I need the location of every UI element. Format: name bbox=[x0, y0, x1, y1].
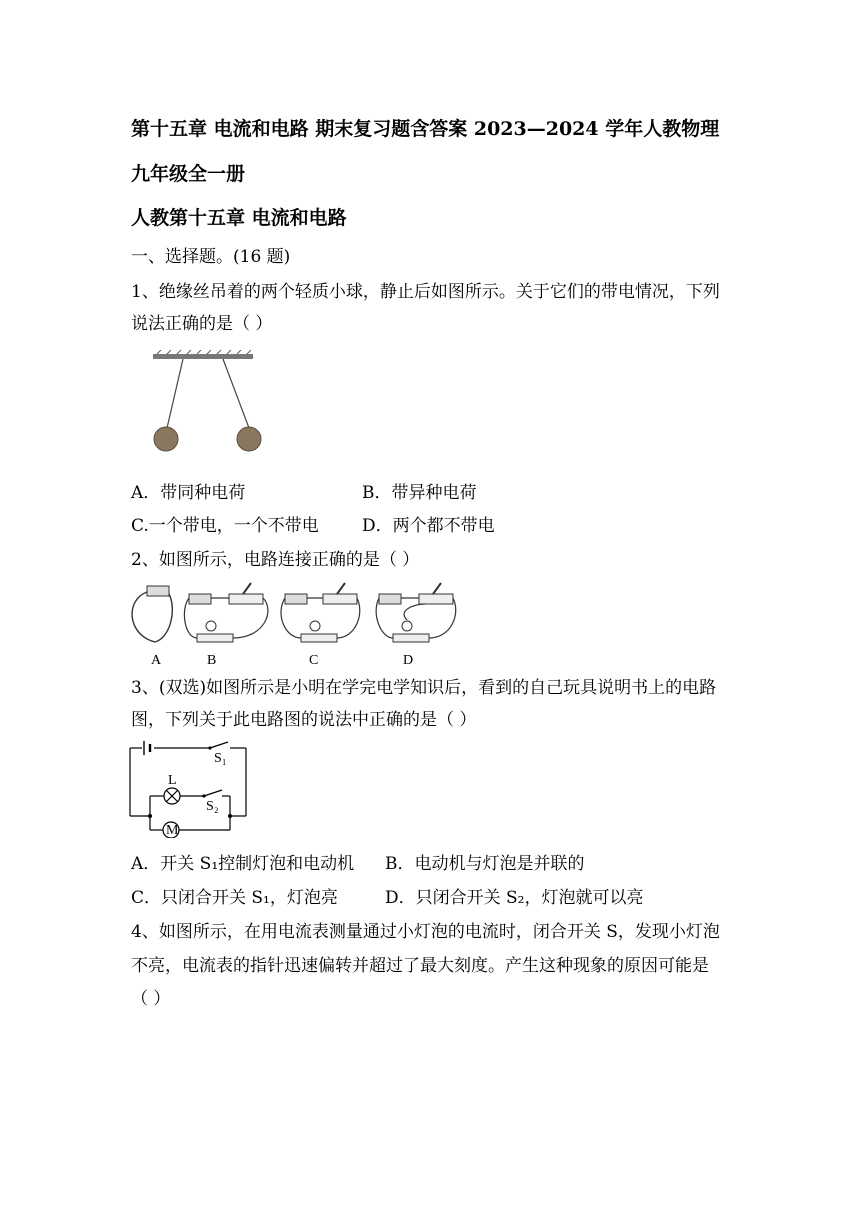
ball-right bbox=[237, 427, 261, 451]
ceiling-bar bbox=[153, 354, 253, 359]
circuit-c bbox=[281, 583, 360, 668]
circuit-options-figure bbox=[125, 580, 465, 672]
question-3-line-2: 图，下列关于此电路图的说法中正确的是（ ） bbox=[131, 710, 477, 730]
switch-s2 bbox=[204, 790, 222, 796]
q1-option-d: D．两个都不带电 bbox=[362, 516, 495, 536]
doc-title-line-1: 第十五章 电流和电路 期末复习题含答案 2023—2024 学年人教物理 bbox=[131, 118, 720, 140]
bulb-base-icon bbox=[197, 634, 233, 642]
question-2-line-1: 2、如图所示，电路连接正确的是（ ） bbox=[131, 550, 420, 570]
q1-option-b: B．带异种电荷 bbox=[362, 483, 477, 503]
pendulum-balls-figure bbox=[145, 350, 275, 462]
bulb-icon bbox=[402, 621, 412, 631]
circuit-a bbox=[132, 586, 172, 668]
bulb-icon bbox=[310, 621, 320, 631]
q3-option-c: C．只闭合开关 S₁，灯泡亮 bbox=[131, 888, 338, 908]
part-heading: 一、选择题。(16 题) bbox=[131, 247, 291, 267]
label-l: L bbox=[168, 773, 177, 788]
q3-option-a: A．开关 S₁控制灯泡和电动机 bbox=[131, 854, 355, 874]
label-a: A bbox=[151, 653, 162, 668]
label-b: B bbox=[207, 653, 217, 668]
question-4-line-1: 4、如图所示，在用电流表测量通过小灯泡的电流时，闭合开关 S，发现小灯泡 bbox=[131, 922, 720, 942]
ball-left bbox=[154, 427, 178, 451]
q3-option-d: D．只闭合开关 S₂，灯泡就可以亮 bbox=[385, 888, 644, 908]
question-3-line-1: 3、(双选)如图所示是小明在学完电学知识后，看到的自己玩具说明书上的电路 bbox=[131, 678, 717, 698]
bulb-base-icon bbox=[301, 634, 337, 642]
q1-option-a: A．带同种电荷 bbox=[131, 483, 246, 503]
battery-icon bbox=[379, 594, 401, 604]
question-4-line-2: 不亮，电流表的指针迅速偏转并超过了最大刻度。产生这种现象的原因可能是 bbox=[131, 956, 709, 976]
question-1-line-2: 说法正确的是（ ） bbox=[131, 314, 273, 334]
bulb-icon bbox=[206, 621, 216, 631]
switch-s1 bbox=[210, 742, 228, 748]
q3-option-b: B．电动机与灯泡是并联的 bbox=[385, 854, 585, 874]
thread-left bbox=[167, 359, 183, 428]
battery-icon bbox=[285, 594, 307, 604]
circuit-diagram-figure bbox=[126, 738, 254, 838]
question-4-line-3: （ ） bbox=[131, 989, 171, 1009]
label-s1: S₁ bbox=[214, 751, 227, 766]
doc-title-line-2: 九年级全一册 bbox=[131, 163, 246, 185]
question-1-line-1: 1、绝缘丝吊着的两个轻质小球，静止后如图所示。关于它们的带电情况，下列 bbox=[131, 282, 720, 302]
circuit-b bbox=[184, 583, 268, 668]
bulb-base-icon bbox=[393, 634, 429, 642]
switch-icon bbox=[323, 594, 357, 604]
switch-icon bbox=[419, 594, 453, 604]
circuit-d bbox=[376, 583, 456, 668]
label-s2: S₂ bbox=[206, 799, 219, 814]
label-d: D bbox=[403, 653, 414, 668]
label-m: M bbox=[166, 823, 179, 838]
switch-icon bbox=[229, 594, 263, 604]
label-c: C bbox=[309, 653, 319, 668]
q1-option-c: C.一个带电，一个不带电 bbox=[131, 516, 319, 536]
battery-icon bbox=[189, 594, 211, 604]
battery-icon bbox=[147, 586, 169, 596]
section-heading: 人教第十五章 电流和电路 bbox=[131, 207, 347, 229]
thread-right bbox=[223, 359, 249, 428]
